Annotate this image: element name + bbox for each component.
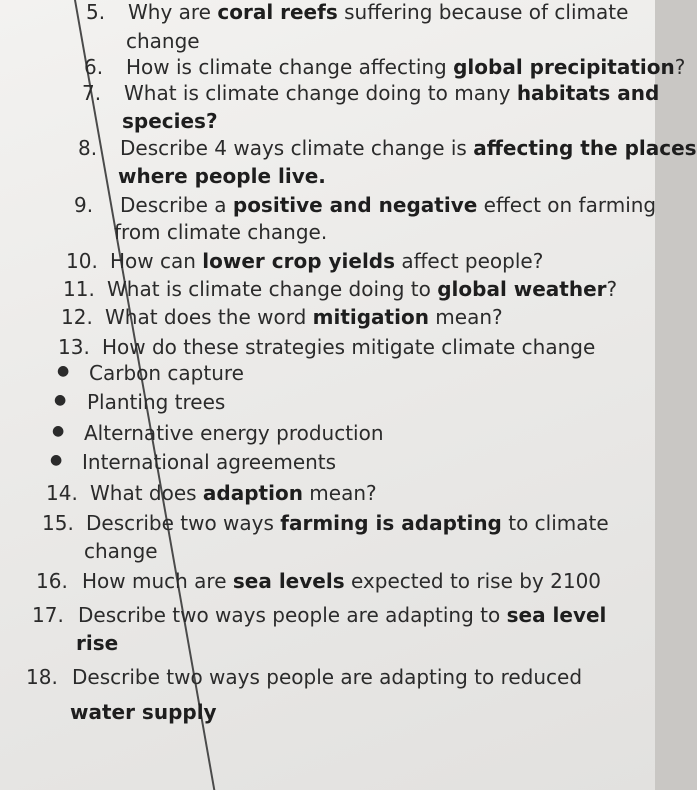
question-number: 5.	[86, 0, 106, 24]
question-number: 10.	[66, 249, 98, 273]
question-16: 16. How much are sea levels expected to rise by 2100	[36, 569, 602, 593]
question-11: 11. What is climate change doing to global weather?	[63, 277, 618, 301]
question-7-continued: species?	[122, 109, 218, 133]
question-18: 18. Describe two ways people are adapting to reduced	[26, 665, 583, 689]
question-17: 17. Describe two ways people are adapting to sea level	[32, 603, 607, 627]
bullet-icon: ●	[50, 452, 63, 468]
question-number: 16.	[36, 569, 68, 593]
bullet-item: Alternative energy production	[84, 421, 384, 445]
bullet-icon: ●	[57, 363, 70, 379]
question-15-continued: change	[84, 539, 158, 563]
question-number: 18.	[26, 665, 58, 689]
question-number: 17.	[32, 603, 64, 627]
question-number: 8.	[78, 136, 98, 160]
bullet-icon: ●	[54, 392, 67, 408]
question-number: 13.	[58, 335, 90, 359]
question-7: 7. What is climate change doing to many habitats and	[82, 81, 660, 105]
question-10: 10. How can lower crop yields affect people?	[66, 249, 544, 273]
question-17-continued: rise	[76, 631, 119, 655]
question-8: 8. Describe 4 ways climate change is affecting the places	[78, 136, 697, 160]
bullet-item: International agreements	[82, 450, 337, 474]
bullet-item: Carbon capture	[89, 361, 244, 385]
question-13: 13. How do these strategies mitigate climate change	[58, 335, 596, 359]
question-number: 11.	[63, 277, 95, 301]
question-5-continued: change	[126, 29, 200, 53]
question-12: 12. What does the word mitigation mean?	[61, 305, 503, 329]
question-number: 15.	[42, 511, 74, 535]
question-5: 5. Why are coral reefs suffering because of climate	[86, 0, 629, 24]
bullet-icon: ●	[52, 423, 65, 439]
question-number: 12.	[61, 305, 93, 329]
question-9-continued: from climate change.	[114, 220, 328, 244]
bullet-item: Planting trees	[87, 390, 226, 414]
question-14: 14. What does adaption mean?	[46, 481, 377, 505]
question-6: 6. How is climate change affecting global precipitation?	[84, 55, 686, 79]
question-8-continued: where people live.	[118, 164, 326, 188]
question-number: 7.	[82, 81, 102, 105]
question-number: 6.	[84, 55, 104, 79]
question-number: 14.	[46, 481, 78, 505]
question-18-continued: water supply	[70, 700, 217, 724]
question-number: 9.	[74, 193, 94, 217]
question-9: 9. Describe a positive and negative effect on farming	[74, 193, 657, 217]
question-15: 15. Describe two ways farming is adapting to climate	[42, 511, 609, 535]
